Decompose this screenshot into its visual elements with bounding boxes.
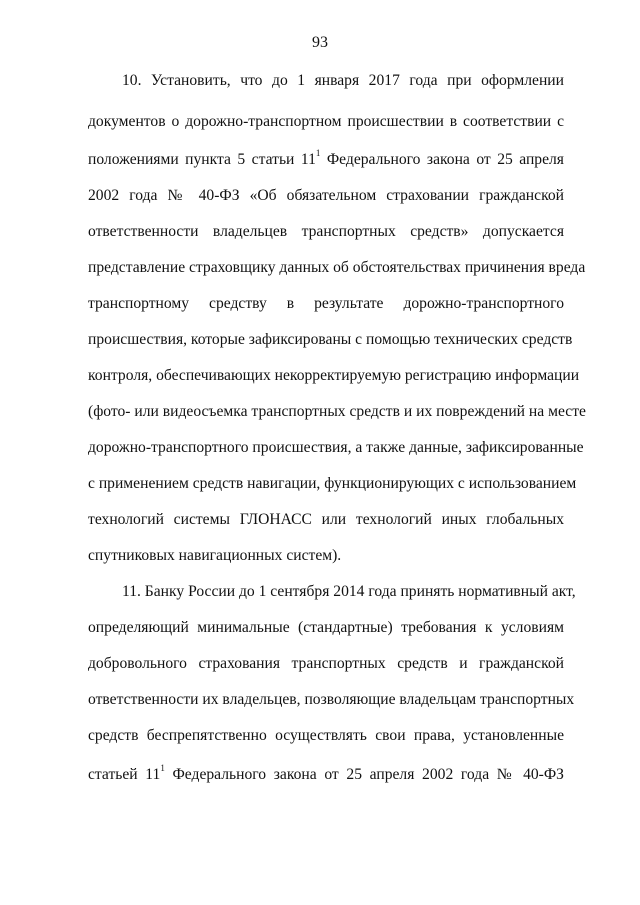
paragraph-line: добровольного страхования транспортных средств и гражданской <box>88 655 564 672</box>
paragraph-line: определяющий минимальные (стандартные) требования к условиям <box>88 619 564 636</box>
paragraph-line: транспортному средству в результате дорожно-транспортного <box>88 295 564 312</box>
paragraph-line: технологий системы ГЛОНАСС или технологий иных глобальных <box>88 511 564 528</box>
paragraph-line: ответственности их владельцев, позволяющие владельцам транспортных <box>88 691 575 708</box>
page-number: 93 <box>312 34 328 51</box>
paragraph-line: ответственности владельцев транспортных средств» допускается <box>88 223 564 240</box>
paragraph-line: контроля, обеспечивающих некорректируемую регистрацию информации <box>88 367 580 384</box>
paragraph-line: дорожно-транспортного происшествия, а также данные, зафиксированные <box>88 439 584 456</box>
paragraph-line: представление страховщику данных об обстоятельствах причинения вреда <box>88 259 586 276</box>
paragraph-line: происшествия, которые зафиксированы с помощью технических средств <box>88 331 573 348</box>
paragraph-line: (фото- или видеосъемка транспортных средств и их повреждений на месте <box>88 403 586 420</box>
paragraph-line: статьей $11^1$ Федерального закона от 25 апреля 2002 года № 40-ФЗ <box>88 762 564 783</box>
paragraph-line: 10. Установить, что до 1 января 2017 года при оформлении <box>122 72 564 89</box>
paragraph-line: положениями пункта 5 статьи $11^1$ Федерального закона от 25 апреля <box>88 147 564 168</box>
paragraph-line: 2002 года № 40-ФЗ «Об обязательном страховании гражданской <box>88 187 564 204</box>
paragraph-line: 11. Банку России до 1 сентября 2014 года принять нормативный акт, <box>122 583 576 600</box>
superscript-one: 1 <box>315 147 321 158</box>
paragraph-line: документов о дорожно-транспортном происшествии в соответствии с <box>88 113 564 130</box>
paragraph-line: средств беспрепятственно осуществлять свои права, установленные <box>88 727 564 744</box>
paragraph-line: с применением средств навигации, функционирующих с использованием <box>88 475 577 492</box>
superscript-one: 1 <box>160 762 165 773</box>
paragraph-line: спутниковых навигационных систем). <box>88 547 342 564</box>
